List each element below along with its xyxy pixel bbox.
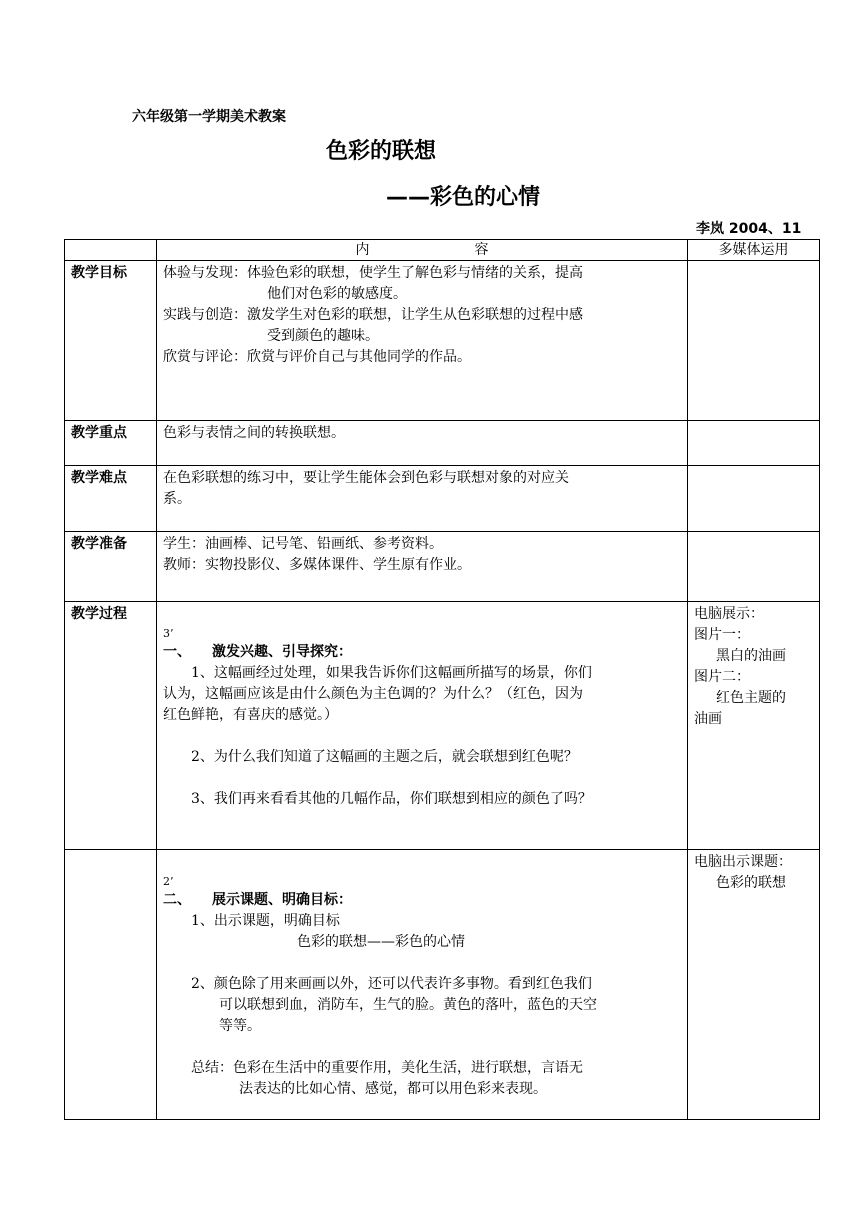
page-title: 色彩的联想 [326,139,437,164]
item-line: 等等。 [219,1018,261,1034]
media-line: 色彩的联想 [716,875,786,891]
key-points-content: 色彩与表情之间的转换联想。 [157,421,688,466]
page-subtitle: ——彩色的心情 [386,185,541,210]
goals-line: 欣赏与评论：欣赏与评价自己与其他同学的作品。 [163,349,471,365]
preparation-media [688,532,820,602]
question-line: 1、这幅画经过处理，如果我告诉你们这幅画所描写的场景，你们 [191,665,592,681]
goals-media [688,261,820,421]
question-line: 3、我们再来看看其他的几幅作品，你们联想到相应的颜色了吗？ [191,791,592,807]
media-line: 黑白的油画 [716,648,786,664]
minutes-label: 2’ [163,875,174,888]
process-part1-content [157,602,688,850]
difficulties-media [688,466,820,532]
table-row-process-1 [65,602,820,850]
table-row-key-points [65,421,820,466]
header-content-a: 内 [355,242,370,258]
header-media-cell: 多媒体运用 [688,240,820,261]
difficulties-content [157,466,688,532]
goals-line: 受到颜色的趣味。 [267,328,379,344]
item-line: 2、颜色除了用来画画以外，还可以代表许多事物。看到红色我们 [191,976,592,992]
media-line: 油画 [694,711,722,727]
preparation-line: 学生：油画棒、记号笔、铅画纸、参考资料。 [163,536,443,552]
item-line: 可以联想到血，消防车，生气的脸。黄色的落叶，蓝色的天空 [219,997,597,1013]
question-line: 认为，这幅画应该是由什么颜色为主色调的？为什么？（红色，因为 [163,686,583,702]
section-title: 二、 展示课题、明确目标： [163,892,352,908]
media-line: 电脑出示课题： [694,854,792,870]
header-empty-cell [65,240,157,261]
key-points-media [688,421,820,466]
header-content-b: 容 [474,242,489,258]
item-line: 1、出示课题，明确目标 [191,913,340,929]
summary-line: 总结：色彩在生活中的重要作用，美化生活，进行联想，言语无 [191,1060,583,1076]
row-label-key-points: 教学重点 [65,421,157,466]
question-line: 2、为什么我们知道了这幅画的主题之后，就会联想到红色呢？ [191,749,578,765]
table-header-row [65,240,820,261]
preparation-line: 教师：实物投影仪、多媒体课件、学生原有作业。 [163,557,471,573]
process-part2-content [157,850,688,1120]
header-content-cell [157,240,688,261]
table-row-goals [65,261,820,421]
preparation-content [157,532,688,602]
media-line: 图片一： [694,627,750,643]
row-label-difficulties: 教学难点 [65,466,157,532]
row-label-process: 教学过程 [65,602,157,850]
media-line: 图片二： [694,669,750,685]
goals-line: 体验与发现：体验色彩的联想，使学生了解色彩与情绪的关系，提高 [163,265,583,281]
goals-content [157,261,688,421]
process-part2-media [688,850,820,1120]
media-line: 红色主题的 [716,690,786,706]
summary-line: 法表达的比如心情、感觉，都可以用色彩来表现。 [239,1081,547,1097]
table-row-preparation [65,532,820,602]
section-title: 一、 激发兴趣、引导探究： [163,644,352,660]
minutes-label: 3’ [163,627,174,640]
table-row-process-2 [65,850,820,1120]
difficulties-line: 系。 [163,491,191,507]
process-part1-media [688,602,820,850]
process-part2-label [65,850,157,1120]
author-date: 李岚 2004、11 [696,221,802,237]
row-label-goals: 教学目标 [65,261,157,421]
media-line: 电脑展示： [694,606,764,622]
grade-line: 六年级第一学期美术教案 [132,109,286,125]
item-center-line: 色彩的联想——彩色的心情 [297,934,465,950]
goals-line: 实践与创造：激发学生对色彩的联想，让学生从色彩联想的过程中感 [163,307,583,323]
question-line: 红色鲜艳，有喜庆的感觉。） [163,707,338,723]
lesson-plan-table [64,239,820,1120]
difficulties-line: 在色彩联想的练习中，要让学生能体会到色彩与联想对象的对应关 [163,470,569,486]
row-label-preparation: 教学准备 [65,532,157,602]
goals-line: 他们对色彩的敏感度。 [267,286,407,302]
table-row-difficulties [65,466,820,532]
